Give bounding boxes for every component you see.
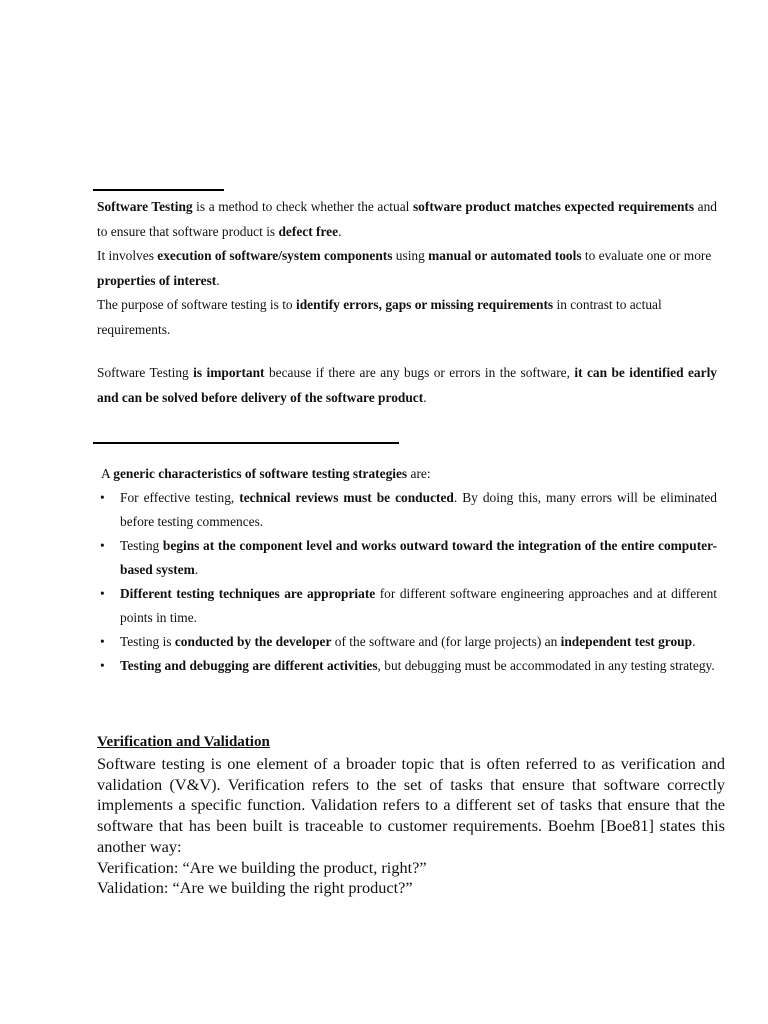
bold-text: technical reviews must be conducted bbox=[239, 490, 454, 505]
bold-text: independent test group bbox=[560, 634, 693, 649]
text-run: . bbox=[338, 223, 342, 239]
bold-text: it can be identified early and can be solved before delivery of the software product bbox=[97, 365, 717, 405]
text-run: Testing is bbox=[120, 634, 175, 649]
bullet-glyph: • bbox=[100, 586, 105, 601]
text-run: It involves bbox=[97, 248, 158, 263]
bold-text: conducted by the developer bbox=[174, 634, 332, 649]
list-item bbox=[97, 582, 717, 630]
bold-text: software product matches expected requirements bbox=[412, 199, 695, 214]
bold-text: Software Testing bbox=[97, 199, 193, 214]
text-run: , but debugging must be accommodated in any testing strategy. bbox=[377, 658, 715, 673]
bullet-glyph: • bbox=[100, 490, 105, 505]
bold-text: is important bbox=[193, 365, 265, 380]
paragraph-gap bbox=[97, 342, 717, 361]
strategies-list bbox=[97, 486, 717, 678]
text-run: is a method to check whether the actual bbox=[192, 199, 413, 214]
involves-paragraph bbox=[97, 244, 717, 293]
text-run: The purpose of software testing is to bbox=[97, 297, 296, 312]
vv-body-paragraph: Software testing is one element of a broader topic that is often referred to as verification and validation (V&V). Verification refers to the set of tasks that ensure that software correctly implements a specific function. Validation refers to a different set of tasks that ensure that the software that has been built is traceable to customer requirements. Boehm [Boe81] states this another way: bbox=[97, 754, 725, 856]
verification-validation-section bbox=[97, 731, 725, 899]
text-run: . By doing this, many errors will be eliminated before testing commences. bbox=[120, 490, 717, 529]
list-item bbox=[97, 486, 717, 534]
validation-line: Validation: “Are we building the right product?” bbox=[97, 878, 413, 898]
verification-line: Verification: “Are we building the product, right?” bbox=[97, 857, 427, 877]
bold-text: manual or automated tools bbox=[428, 248, 582, 263]
text-run: . bbox=[194, 562, 199, 577]
list-item bbox=[97, 654, 717, 678]
bold-text: generic characteristics of software testing strategies bbox=[113, 466, 408, 481]
heading-underline-rule-1 bbox=[93, 189, 224, 191]
text-run: . bbox=[216, 272, 220, 288]
text-run: and to ensure that software product is bbox=[97, 199, 717, 239]
text-run: Testing bbox=[120, 538, 163, 553]
list-item bbox=[97, 630, 717, 654]
bold-text: Testing and debugging are different activities bbox=[120, 658, 378, 673]
text-run: of the software and (for large projects) an bbox=[331, 634, 561, 649]
section-heading: Verification and Validation bbox=[97, 734, 270, 750]
bullet-glyph: • bbox=[100, 658, 105, 673]
bold-text: begins at the component level and works outward toward the integration of the entire computer-based system bbox=[120, 538, 718, 577]
testing-strategies-section bbox=[97, 462, 717, 678]
text-run: For effective testing, bbox=[120, 490, 240, 505]
bold-text: defect free bbox=[278, 223, 339, 239]
purpose-paragraph bbox=[97, 293, 717, 342]
text-run: using bbox=[392, 248, 429, 263]
text-run: A bbox=[101, 466, 114, 481]
text-run: . bbox=[692, 634, 696, 649]
text-run: . bbox=[423, 389, 427, 405]
software-testing-definition-section bbox=[97, 195, 717, 410]
text-run: because if there are any bugs or errors in the software, bbox=[264, 365, 575, 380]
strategies-intro bbox=[101, 462, 717, 486]
bullet-glyph: • bbox=[100, 538, 105, 553]
bullet-glyph: • bbox=[100, 634, 105, 649]
text-run: for different software engineering approaches and at different points in time. bbox=[120, 586, 717, 625]
heading-underline-rule-2 bbox=[93, 442, 399, 444]
text-run: in contrast to actual requirements. bbox=[97, 297, 662, 337]
bold-text: execution of software/system components bbox=[157, 248, 393, 263]
text-run: Software Testing bbox=[97, 365, 194, 380]
text-run: to evaluate one or more bbox=[581, 248, 712, 263]
bold-text: properties of interest bbox=[97, 272, 217, 288]
bold-text: Different testing techniques are appropriate bbox=[120, 586, 376, 601]
definition-paragraph bbox=[97, 195, 717, 244]
importance-paragraph bbox=[97, 361, 717, 410]
bold-text: identify errors, gaps or missing requirements bbox=[295, 297, 554, 312]
list-item bbox=[97, 534, 717, 582]
text-run: are: bbox=[407, 466, 431, 481]
